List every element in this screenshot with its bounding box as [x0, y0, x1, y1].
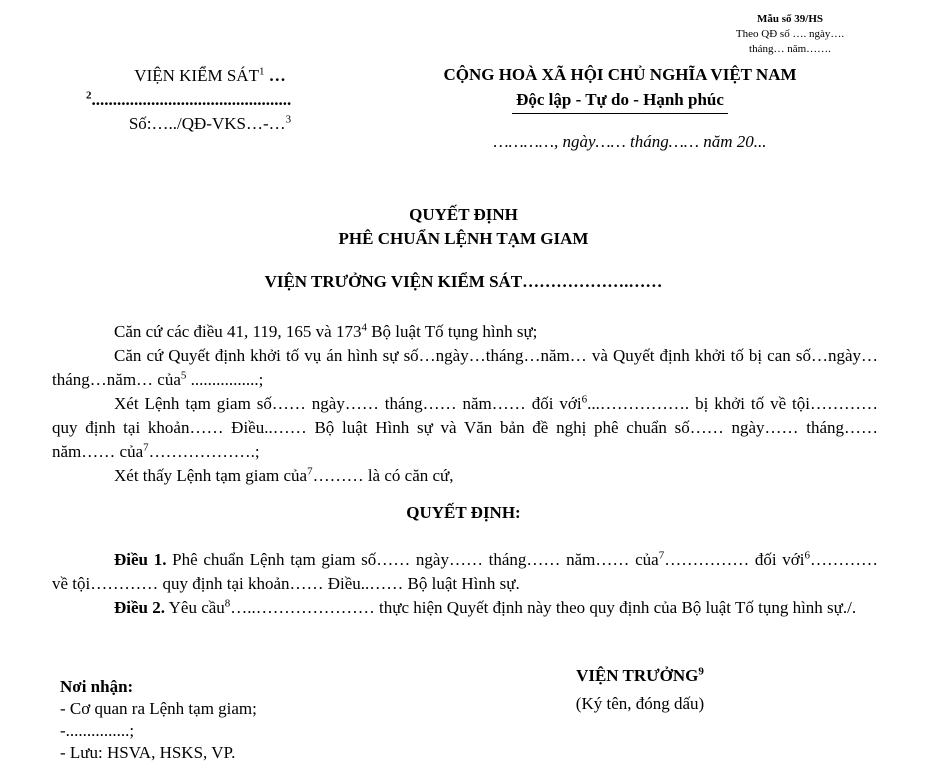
- agency-name: VIỆN KIỂM SÁT$^1$ …: [134, 65, 286, 85]
- signature-block: [540, 662, 740, 718]
- recipients-block: [60, 676, 380, 764]
- recipient-item: - Cơ quan ra Lệnh tạm giam;: [60, 699, 257, 718]
- footnote-ref: 2: [86, 89, 92, 102]
- article-2: Điều 2. Yêu cầu$^8$…..………………… thực hiện Quyết định này theo quy định của Bộ luật Tố tụng hình sự./.: [114, 597, 857, 617]
- form-number: Mẫu số 39/HS: [756, 13, 823, 25]
- authority-heading: VIỆN TRƯỞNG VIỆN KIỂM SÁT……………….……: [264, 272, 663, 291]
- form-reference-line: Theo QĐ số …. ngày….: [735, 28, 845, 40]
- signature-note: (Ký tên, đóng dấu): [575, 694, 705, 713]
- paragraph: Căn cứ các điều 41, 119, 165 và $173^4$ Bộ luật Tố tụng hình sự;: [114, 321, 538, 341]
- recipients-heading: Nơi nhận:: [60, 677, 134, 696]
- recipient-item: - Lưu: HSVA, HSKS, VP.: [60, 743, 236, 762]
- agency-subunit-line: $^2$...............................................: [86, 89, 292, 109]
- signer-title: VIỆN TRƯỞNG$^9$: [576, 665, 704, 685]
- articles-section: [52, 548, 878, 620]
- recipient-item: -...............;: [60, 721, 135, 740]
- article-1: Điều 1. Phê chuẩn Lệnh tạm giam số…… ngày…… tháng…… năm…… của$^7$…………… đối với$^6$………… về tội………… quy định tại khoản…… Điều..…… Bộ luật Hình sự.: [52, 549, 879, 593]
- decision-number: Số:…../QĐ-VKS…-…$^3$: [128, 113, 292, 133]
- paragraph: Xét thấy Lệnh tạm giam của$^7$……… là có căn cứ,: [114, 465, 454, 485]
- decision-heading: QUYẾT ĐỊNH:: [406, 503, 521, 522]
- paragraph: Xét Lệnh tạm giam số…… ngày…… tháng…… năm…… đối với$^6$...……………. bị khởi tố về tội………… quy định tại khoản…… Điều..…… Bộ luật Hình sự và Văn bản đề nghị phê chuẩn số…… ngày…… tháng…… năm…… của$^7$……………….;: [52, 393, 879, 461]
- footnote-ref: 3: [285, 113, 292, 126]
- issue-date-line: …………, ngày…… tháng…… năm 20...: [493, 132, 767, 151]
- legal-basis-section: [52, 320, 878, 488]
- form-number-block: [700, 12, 880, 57]
- agency-header: [60, 64, 360, 136]
- national-header: [395, 62, 845, 114]
- footnote-ref: 1: [258, 65, 265, 78]
- paragraph: Căn cứ Quyết định khởi tố vụ án hình sự số…ngày…tháng…năm… và Quyết định khởi tố bị can số…ngày…tháng…năm… của$^5$ ................;: [52, 346, 878, 389]
- document-title: QUYẾT ĐỊNH PHÊ CHUẨN LỆNH TẠM GIAM: [338, 205, 589, 248]
- national-motto: Độc lập - Tự do - Hạnh phúc: [512, 87, 728, 114]
- form-reference-date: tháng… năm…….: [749, 43, 831, 55]
- country-name: CỘNG HOÀ XÃ HỘI CHỦ NGHĨA VIỆT NAM: [443, 65, 797, 84]
